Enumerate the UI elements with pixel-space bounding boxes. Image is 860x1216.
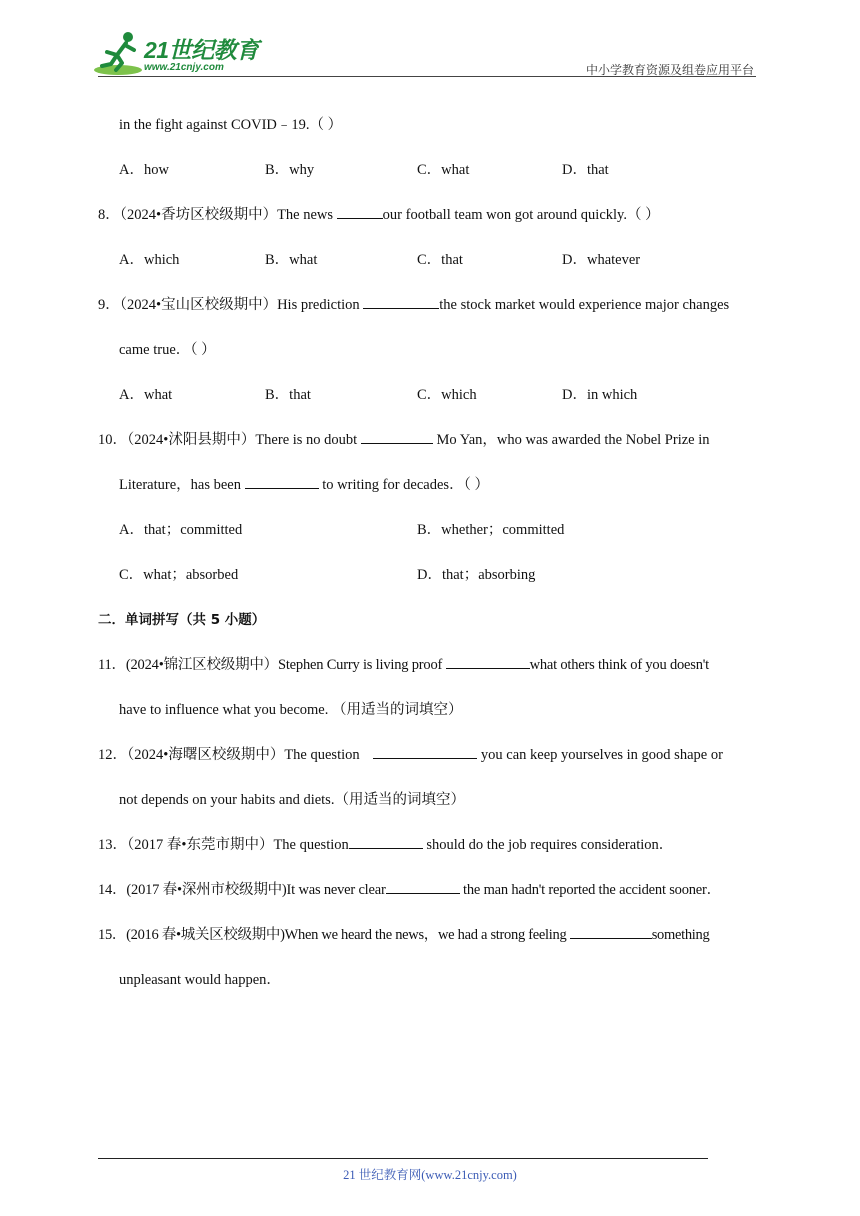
q8-option-c: C．that [417, 252, 463, 268]
q10-blank-2 [245, 476, 319, 489]
q10-cont-prefix: Literature，has been [119, 477, 245, 493]
q11-stem [98, 653, 709, 674]
q8-prefix: 8．（2024•香坊区校级期中）The news [98, 207, 337, 223]
q15-suffix: something [651, 927, 710, 943]
q13-stem [98, 833, 673, 854]
q10-option-c: C．what；absorbed [119, 567, 239, 583]
q8-option-a: A．which [119, 252, 180, 268]
q10-option-a: A．that；committed [119, 522, 243, 538]
footer-divider [98, 1158, 708, 1159]
q13-suffix: should do the job requires consideration． [422, 837, 674, 853]
q12-continuation: not depends on your habits and diets.（用适当的词填空） [119, 792, 465, 808]
q12-prefix: 12．（2024•海曙区校级期中）The question [98, 747, 364, 763]
q9-option-a: A．what [119, 387, 173, 403]
q15-prefix: 15．(2016 春•城关区校级期中)When we heard the news，we had a strong feeling [98, 927, 570, 943]
q14-stem [98, 878, 721, 899]
q7-option-b: B．why [265, 162, 315, 178]
q15-blank [570, 926, 652, 939]
q9-option-d: D．in which [562, 387, 638, 403]
q8-suffix: our football team won got around quickly.（ ） [382, 207, 660, 223]
q9-suffix: the stock market would experience major changes [439, 297, 730, 313]
q10-prefix: 10．（2024•沭阳县期中）There is no doubt [98, 432, 361, 448]
q10-option-b: B．whether；committed [417, 522, 565, 538]
q7-option-c: C．what [417, 162, 470, 178]
q11-suffix: what others think of you doesn't [529, 657, 710, 673]
q9-stem [98, 293, 729, 314]
q10-mid: Mo Yan，who was awarded the Nobel Prize in [432, 432, 710, 448]
q12-stem [98, 743, 723, 764]
q8-stem [98, 203, 660, 224]
site-logo [92, 30, 262, 78]
q10-cont-suffix: to writing for decades．（ ） [318, 477, 489, 493]
q7-continuation: in the fight against COVID﹣19.（ ） [119, 117, 343, 133]
q10-blank-1 [361, 431, 433, 444]
q9-option-c: C．which [417, 387, 477, 403]
q8-option-b: B．what [265, 252, 318, 268]
q14-blank [386, 881, 460, 894]
q10-option-d: D．that；absorbing [417, 567, 536, 583]
q10-stem [98, 428, 710, 449]
q11-continuation: have to influence what you become. （用适当的词填空） [119, 702, 463, 718]
q11-prefix: 11．(2024•锦江区校级期中）Stephen Curry is living proof [98, 657, 446, 673]
footer-link[interactable]: 21 世纪教育网(www.21cnjy.com) [343, 1168, 517, 1182]
logo-wordmark: 21世纪教育 [144, 37, 259, 63]
q15-stem [98, 923, 709, 944]
header-tagline: 中小学教育资源及组卷应用平台 [585, 63, 754, 77]
page-header [0, 0, 860, 80]
q9-blank [363, 296, 439, 309]
q12-suffix: you can keep yourselves in good shape or [477, 747, 723, 763]
header-divider [98, 76, 756, 77]
q11-blank [446, 656, 530, 669]
q9-continuation: came true．（ ） [119, 342, 216, 358]
runner-logo-icon [92, 30, 144, 78]
q9-option-b: B．that [265, 387, 311, 403]
q7-option-d: D．that [562, 162, 609, 178]
q7-option-a: A．how [119, 162, 169, 178]
q10-continuation [119, 473, 489, 494]
q12-blank [373, 746, 477, 759]
q15-continuation: unpleasant would happen． [119, 972, 281, 988]
q14-prefix: 14．(2017 春•深州市校级期中)It was never clear [98, 882, 386, 898]
q14-suffix: the man hadn't reported the accident sooner． [459, 882, 721, 898]
q8-blank [337, 206, 383, 219]
q9-prefix: 9．（2024•宝山区校级期中）His prediction [98, 297, 364, 313]
q8-option-d: D．whatever [562, 252, 641, 268]
logo-url: www.21cnjy.com [144, 62, 224, 73]
section-heading: 二．单词拼写（共 5 小题） [98, 612, 266, 628]
q13-blank [349, 836, 423, 849]
q13-prefix: 13．（2017 春•东莞市期中）The question [98, 837, 349, 853]
